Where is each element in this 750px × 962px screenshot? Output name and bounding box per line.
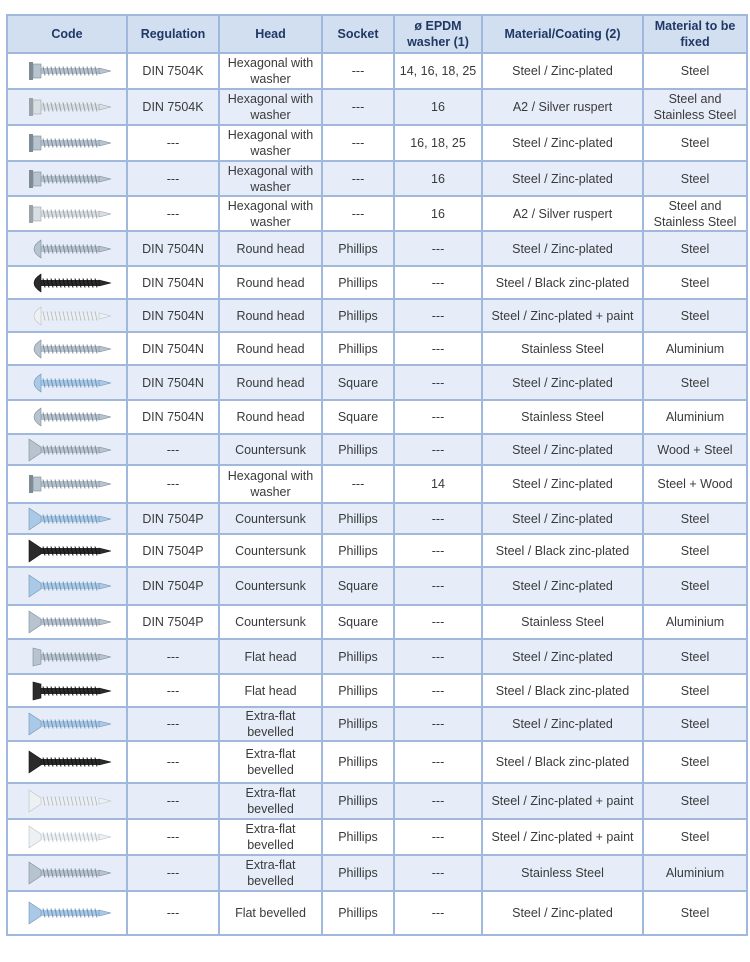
material-cell: Stainless Steel (482, 400, 643, 434)
material-cell: Steel / Zinc-plated (482, 465, 643, 503)
head-cell: Extra-flat bevelled (219, 741, 322, 783)
regulation-cell: --- (127, 707, 219, 741)
socket-cell: Phillips (322, 819, 394, 855)
hex-washer-silver-screw-icon (8, 202, 126, 226)
round-head-black-screw-icon (8, 271, 126, 295)
socket-cell: --- (322, 465, 394, 503)
regulation-cell: --- (127, 674, 219, 707)
table-row (7, 567, 747, 605)
regulation-cell: DIN 7504K (127, 53, 219, 89)
regulation-cell: --- (127, 434, 219, 465)
head-cell: Flat head (219, 674, 322, 707)
code-cell (7, 503, 127, 534)
extra-flat-white-head-screw-icon (8, 825, 126, 849)
code-cell (7, 53, 127, 89)
material-cell: Stainless Steel (482, 855, 643, 891)
regulation-cell: DIN 7504P (127, 503, 219, 534)
regulation-cell: --- (127, 161, 219, 196)
washer-cell: 16 (394, 196, 482, 231)
header-regulation: Regulation (127, 15, 219, 53)
regulation-cell: --- (127, 819, 219, 855)
socket-cell: Phillips (322, 534, 394, 567)
washer-cell: 16, 18, 25 (394, 125, 482, 161)
regulation-cell: --- (127, 196, 219, 231)
washer-cell: --- (394, 819, 482, 855)
regulation-cell: --- (127, 855, 219, 891)
material-cell: Steel / Zinc-plated (482, 231, 643, 266)
material-cell: Steel / Black zinc-plated (482, 741, 643, 783)
washer-cell: --- (394, 707, 482, 741)
material-cell: A2 / Silver ruspert (482, 196, 643, 231)
head-cell: Round head (219, 400, 322, 434)
flat-bevelled-zinc-screw-icon (8, 901, 126, 925)
fixed-cell: Steel (643, 266, 747, 299)
fixed-cell: Aluminium (643, 332, 747, 365)
fixed-cell: Steel (643, 567, 747, 605)
header-material-fixed: Material to be fixed (643, 15, 747, 53)
washer-cell: 14 (394, 465, 482, 503)
washer-cell: --- (394, 299, 482, 332)
code-cell (7, 741, 127, 783)
socket-cell: Square (322, 567, 394, 605)
header-socket: Socket (322, 15, 394, 53)
fixed-cell: Aluminium (643, 400, 747, 434)
extra-flat-black-screw-icon (8, 750, 126, 774)
code-cell (7, 891, 127, 935)
fixed-cell: Steel (643, 707, 747, 741)
fixed-cell: Aluminium (643, 855, 747, 891)
table-row (7, 855, 747, 891)
code-cell (7, 707, 127, 741)
material-cell: Steel / Black zinc-plated (482, 534, 643, 567)
washer-cell: --- (394, 534, 482, 567)
table-row (7, 434, 747, 465)
regulation-cell: DIN 7504K (127, 89, 219, 125)
socket-cell: --- (322, 196, 394, 231)
head-cell: Extra-flat bevelled (219, 707, 322, 741)
material-cell: Steel / Zinc-plated (482, 891, 643, 935)
washer-cell: --- (394, 365, 482, 400)
code-cell (7, 465, 127, 503)
countersunk-winged-screw-icon (8, 438, 126, 462)
material-cell: Steel / Zinc-plated + paint (482, 299, 643, 332)
fixed-cell: Steel (643, 674, 747, 707)
fixed-cell: Steel and Stainless Steel (643, 196, 747, 231)
table-row (7, 465, 747, 503)
socket-cell: Square (322, 400, 394, 434)
round-head-square-zinc-screw-icon (8, 371, 126, 395)
head-cell: Hexagonal with washer (219, 53, 322, 89)
socket-cell: Phillips (322, 783, 394, 819)
socket-cell: Phillips (322, 891, 394, 935)
code-cell (7, 400, 127, 434)
code-cell (7, 605, 127, 639)
washer-cell: --- (394, 567, 482, 605)
hex-washer-silver-screw-icon (8, 95, 126, 119)
table-row (7, 266, 747, 299)
extra-flat-white-screw-icon (8, 789, 126, 813)
material-cell: Steel / Zinc-plated (482, 503, 643, 534)
washer-cell: 14, 16, 18, 25 (394, 53, 482, 89)
socket-cell: Phillips (322, 231, 394, 266)
table-row (7, 53, 747, 89)
head-cell: Countersunk (219, 534, 322, 567)
fixed-cell: Steel (643, 783, 747, 819)
regulation-cell: --- (127, 125, 219, 161)
code-cell (7, 299, 127, 332)
code-cell (7, 365, 127, 400)
head-cell: Countersunk (219, 503, 322, 534)
socket-cell: --- (322, 161, 394, 196)
washer-cell: --- (394, 400, 482, 434)
fixed-cell: Steel and Stainless Steel (643, 89, 747, 125)
head-cell: Round head (219, 332, 322, 365)
washer-cell: 16 (394, 161, 482, 196)
fixed-cell: Steel (643, 741, 747, 783)
code-cell (7, 332, 127, 365)
round-head-square-stainless-screw-icon (8, 405, 126, 429)
regulation-cell: DIN 7504N (127, 332, 219, 365)
material-cell: Steel / Zinc-plated (482, 53, 643, 89)
regulation-cell: DIN 7504N (127, 400, 219, 434)
fixed-cell: Steel (643, 534, 747, 567)
header-head: Head (219, 15, 322, 53)
material-cell: Stainless Steel (482, 605, 643, 639)
table-row (7, 741, 747, 783)
fixed-cell: Steel (643, 231, 747, 266)
round-head-stainless-screw-icon (8, 337, 126, 361)
head-cell: Countersunk (219, 567, 322, 605)
head-cell: Round head (219, 266, 322, 299)
code-cell (7, 161, 127, 196)
extra-flat-stainless-screw-icon (8, 861, 126, 885)
washer-cell: --- (394, 855, 482, 891)
head-cell: Countersunk (219, 605, 322, 639)
table-row (7, 534, 747, 567)
socket-cell: Square (322, 605, 394, 639)
regulation-cell: --- (127, 465, 219, 503)
fixed-cell: Steel (643, 819, 747, 855)
washer-cell: --- (394, 231, 482, 266)
material-cell: Steel / Zinc-plated (482, 365, 643, 400)
washer-cell: --- (394, 266, 482, 299)
regulation-cell: --- (127, 741, 219, 783)
countersunk-square-zinc-screw-icon (8, 574, 126, 598)
head-cell: Countersunk (219, 434, 322, 465)
countersunk-zinc-screw-icon (8, 507, 126, 531)
table-row (7, 674, 747, 707)
material-cell: Steel / Black zinc-plated (482, 674, 643, 707)
table-row (7, 639, 747, 674)
regulation-cell: --- (127, 783, 219, 819)
head-cell: Round head (219, 365, 322, 400)
material-cell: Steel / Zinc-plated (482, 639, 643, 674)
regulation-cell: --- (127, 639, 219, 674)
table-body (7, 53, 747, 935)
table-row (7, 231, 747, 266)
flat-head-black-screw-icon (8, 679, 126, 703)
table-row (7, 299, 747, 332)
header-epdm-washer: ø EPDM washer (1) (394, 15, 482, 53)
washer-cell: --- (394, 891, 482, 935)
table-row (7, 783, 747, 819)
code-cell (7, 196, 127, 231)
code-cell (7, 567, 127, 605)
table-row (7, 891, 747, 935)
washer-cell: --- (394, 503, 482, 534)
screw-spec-table (6, 14, 748, 936)
code-cell (7, 125, 127, 161)
product-table-container (6, 14, 746, 936)
material-cell: Steel / Zinc-plated (482, 125, 643, 161)
socket-cell: Phillips (322, 434, 394, 465)
material-cell: Steel / Zinc-plated (482, 434, 643, 465)
regulation-cell: DIN 7504N (127, 299, 219, 332)
head-cell: Hexagonal with washer (219, 196, 322, 231)
fixed-cell: Steel (643, 299, 747, 332)
table-row (7, 819, 747, 855)
table-row (7, 332, 747, 365)
head-cell: Flat bevelled (219, 891, 322, 935)
hex-washer-long-screw-icon (8, 167, 126, 191)
regulation-cell: --- (127, 891, 219, 935)
extra-flat-zinc-screw-icon (8, 712, 126, 736)
head-cell: Flat head (219, 639, 322, 674)
head-cell: Hexagonal with washer (219, 89, 322, 125)
regulation-cell: DIN 7504N (127, 266, 219, 299)
washer-cell: --- (394, 674, 482, 707)
socket-cell: Phillips (322, 266, 394, 299)
material-cell: Steel / Zinc-plated (482, 707, 643, 741)
regulation-cell: DIN 7504P (127, 605, 219, 639)
header-code: Code (7, 15, 127, 53)
material-cell: Steel / Zinc-plated + paint (482, 819, 643, 855)
fixed-cell: Aluminium (643, 605, 747, 639)
washer-cell: --- (394, 741, 482, 783)
table-row (7, 125, 747, 161)
washer-cell: --- (394, 605, 482, 639)
material-cell: Steel / Black zinc-plated (482, 266, 643, 299)
socket-cell: Phillips (322, 503, 394, 534)
head-cell: Hexagonal with washer (219, 465, 322, 503)
head-cell: Hexagonal with washer (219, 161, 322, 196)
washer-cell: --- (394, 639, 482, 674)
socket-cell: Phillips (322, 639, 394, 674)
head-cell: Round head (219, 299, 322, 332)
head-cell: Extra-flat bevelled (219, 855, 322, 891)
material-cell: Steel / Zinc-plated (482, 161, 643, 196)
socket-cell: Phillips (322, 674, 394, 707)
code-cell (7, 674, 127, 707)
washer-cell: --- (394, 783, 482, 819)
code-cell (7, 534, 127, 567)
hex-washer-zinc-screw-icon (8, 131, 126, 155)
fixed-cell: Steel (643, 161, 747, 196)
code-cell (7, 266, 127, 299)
code-cell (7, 231, 127, 266)
hex-washer-epdm-screw-icon (8, 472, 126, 496)
table-row (7, 503, 747, 534)
regulation-cell: DIN 7504N (127, 231, 219, 266)
table-row (7, 400, 747, 434)
round-head-zinc-screw-icon (8, 237, 126, 261)
fixed-cell: Wood + Steel (643, 434, 747, 465)
countersunk-black-screw-icon (8, 539, 126, 563)
flat-head-zinc-screw-icon (8, 645, 126, 669)
code-cell (7, 434, 127, 465)
socket-cell: --- (322, 125, 394, 161)
socket-cell: Phillips (322, 707, 394, 741)
fixed-cell: Steel (643, 125, 747, 161)
washer-cell: 16 (394, 89, 482, 125)
hex-washer-zinc-screw-icon (8, 59, 126, 83)
fixed-cell: Steel (643, 891, 747, 935)
head-cell: Extra-flat bevelled (219, 819, 322, 855)
material-cell: Steel / Zinc-plated + paint (482, 783, 643, 819)
header-row (7, 15, 747, 53)
socket-cell: Square (322, 365, 394, 400)
socket-cell: Phillips (322, 855, 394, 891)
code-cell (7, 855, 127, 891)
round-head-white-screw-icon (8, 304, 126, 328)
code-cell (7, 639, 127, 674)
head-cell: Hexagonal with washer (219, 125, 322, 161)
socket-cell: Phillips (322, 332, 394, 365)
code-cell (7, 783, 127, 819)
regulation-cell: DIN 7504P (127, 567, 219, 605)
material-cell: A2 / Silver ruspert (482, 89, 643, 125)
material-cell: Stainless Steel (482, 332, 643, 365)
socket-cell: --- (322, 53, 394, 89)
table-row (7, 605, 747, 639)
washer-cell: --- (394, 332, 482, 365)
socket-cell: --- (322, 89, 394, 125)
table-row (7, 196, 747, 231)
fixed-cell: Steel (643, 365, 747, 400)
socket-cell: Phillips (322, 299, 394, 332)
table-row (7, 707, 747, 741)
head-cell: Round head (219, 231, 322, 266)
fixed-cell: Steel (643, 503, 747, 534)
regulation-cell: DIN 7504P (127, 534, 219, 567)
socket-cell: Phillips (322, 741, 394, 783)
countersunk-square-stainless-screw-icon (8, 610, 126, 634)
head-cell: Extra-flat bevelled (219, 783, 322, 819)
regulation-cell: DIN 7504N (127, 365, 219, 400)
header-material-coating: Material/Coating (2) (482, 15, 643, 53)
code-cell (7, 89, 127, 125)
material-cell: Steel / Zinc-plated (482, 567, 643, 605)
table-row (7, 365, 747, 400)
table-row (7, 89, 747, 125)
fixed-cell: Steel (643, 53, 747, 89)
fixed-cell: Steel + Wood (643, 465, 747, 503)
washer-cell: --- (394, 434, 482, 465)
code-cell (7, 819, 127, 855)
table-row (7, 161, 747, 196)
fixed-cell: Steel (643, 639, 747, 674)
